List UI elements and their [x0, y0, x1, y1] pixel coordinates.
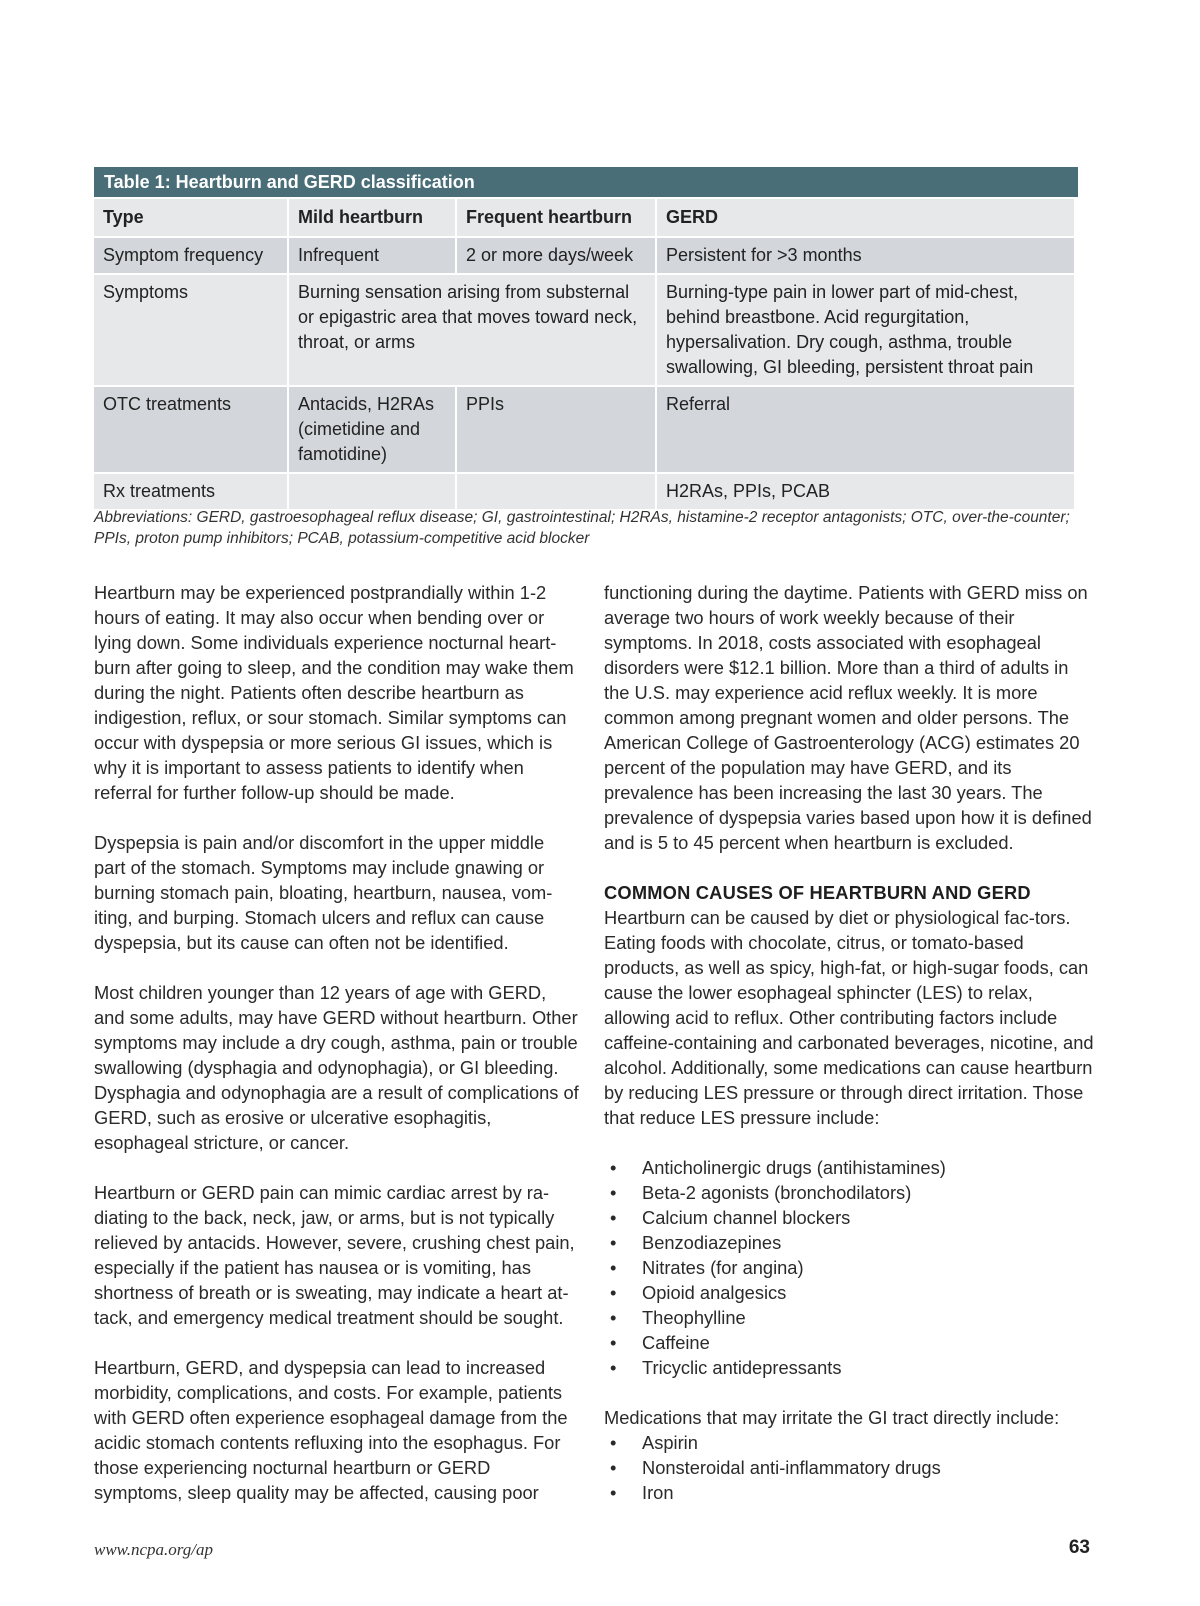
- table-cell: [289, 474, 455, 509]
- table-cell: 2 or more days/week: [457, 238, 655, 273]
- table-cell: Antacids, H2RAs (cimetidine and famotidine): [289, 387, 455, 472]
- bullet: •: [610, 1182, 617, 1203]
- bullet: •: [610, 1282, 617, 1303]
- paragraph: Dyspepsia is pain and/or discomfort in the upper middle part of the stomach. Symptoms may include gnawing or burning stomach pain, bloating, heartburn, nausea, vom-iting, and burping. Stomach ulcers and reflux can cause dyspepsia, but its cause can often not be identified.: [94, 832, 553, 953]
- list-item: • Calcium channel blockers: [610, 1207, 851, 1228]
- irritant-list: [604, 1430, 1094, 1505]
- table-cell: PPIs: [457, 387, 655, 472]
- table-cell: [457, 474, 655, 509]
- table-cell: Infrequent: [289, 238, 455, 273]
- bullet: •: [610, 1307, 617, 1328]
- table-header: Mild heartburn: [289, 199, 455, 236]
- list-item: • Caffeine: [610, 1332, 710, 1353]
- table-title: Table 1: Heartburn and GERD classification: [94, 167, 1078, 197]
- right-column: [604, 580, 1094, 1505]
- paragraph: Heartburn may be experienced postprandially within 1-2 hours of eating. It may also occur when bending over or lying down. Some individuals experience nocturnal heart-burn after going to sleep, and the condition may wake them during the night. Patients often describe heartburn as indigestion, reflux, or sour stomach. Similar symptoms can occur with dyspepsia or more serious GI issues, which is why it is important to assess patients to identify when referral for further follow-up should be made.: [94, 582, 574, 803]
- row-label: OTC treatments: [94, 387, 287, 472]
- bullet: •: [610, 1482, 617, 1503]
- paragraph: Heartburn, GERD, and dyspepsia can lead to increased morbidity, complications, and costs. For example, patients with GERD often experience esophageal damage from the acidic stomach contents refluxing into the esophagus. For those experiencing nocturnal heartburn or GERD symptoms, sleep quality may be affected, causing poor: [94, 1357, 568, 1503]
- table-row: [94, 474, 1074, 509]
- list-item: • Benzodiazepines: [610, 1232, 782, 1253]
- table-header: Type: [94, 199, 287, 236]
- paragraph: Heartburn or GERD pain can mimic cardiac arrest by ra-diating to the back, neck, jaw, or arms, but is not typically relieved by antacids. However, severe, crushing chest pain, especially if the patient has nausea or is vomiting, has shortness of breath or is sweating, may indicate a heart at-tack, and emergency medical treatment should be sought.: [94, 1182, 575, 1328]
- left-column: [94, 580, 580, 1530]
- row-label: Symptoms: [94, 275, 287, 385]
- table-cell: Burning-type pain in lower part of mid-chest, behind breastbone. Acid regurgitation, hypersalivation. Dry cough, asthma, trouble swallowing, GI bleeding, persistent throat pain: [657, 275, 1074, 385]
- classification-table: [94, 167, 1078, 511]
- paragraph: Most children younger than 12 years of age with GERD, and some adults, may have GERD without heartburn. Other symptoms may include a dry cough, asthma, pain or trouble swallowing (dysphagia and odynophagia), or GI bleeding. Dysphagia and odynophagia are a result of complications of GERD, such as erosive or ulcerative esophagitis, esophageal stricture, or cancer.: [94, 982, 579, 1153]
- list-item: • Nitrates (for angina): [610, 1257, 804, 1278]
- footer-url[interactable]: www.ncpa.org/ap: [94, 1540, 214, 1559]
- table-row: [94, 387, 1074, 472]
- table-header: Frequent heartburn: [457, 199, 655, 236]
- table-cell: Burning sensation arising from substernal or epigastric area that moves toward neck, throat, or arms: [289, 275, 655, 385]
- section-heading: COMMON CAUSES OF HEARTBURN AND GERD: [604, 882, 1031, 903]
- list-item: • Nonsteroidal anti-inflammatory drugs: [610, 1457, 941, 1478]
- list-item: • Beta-2 agonists (bronchodilators): [610, 1182, 912, 1203]
- bullet: •: [610, 1257, 617, 1278]
- table-cell: Referral: [657, 387, 1074, 472]
- abbreviations-note: Abbreviations: GERD, gastroesophageal reflux disease; GI, gastrointestinal; H2RAs, histamine-2 receptor antagonists; OTC, over-the-counter; PPIs, proton pump inhibitors; PCAB, potassium-competitive acid blocker: [94, 509, 1070, 547]
- table-header: GERD: [657, 199, 1074, 236]
- list-item: • Anticholinergic drugs (antihistamines): [610, 1157, 946, 1178]
- table-row: [94, 238, 1074, 273]
- row-label: Rx treatments: [94, 474, 287, 509]
- gerd-table: [92, 197, 1076, 511]
- list-item: • Opioid analgesics: [610, 1282, 787, 1303]
- bullet: •: [610, 1157, 617, 1178]
- paragraph: Heartburn can be caused by diet or physiological fac-tors. Eating foods with chocolate, citrus, or tomato-based products, as well as spicy, high-fat, or high-sugar foods, can cause the lower esophageal sphincter (LES) to relax, allowing acid to reflux. Other contributing factors include caffeine-containing and carbonated beverages, nicotine, and alcohol. Additionally, some medications can cause heartburn by reducing LES pressure or through direct irritation. Those that reduce LES pressure include:: [604, 907, 1094, 1128]
- list-item: • Iron: [610, 1482, 674, 1503]
- bullet: •: [610, 1332, 617, 1353]
- list-item: • Tricyclic antidepressants: [610, 1357, 842, 1378]
- row-label: Symptom frequency: [94, 238, 287, 273]
- list-item: • Theophylline: [610, 1307, 746, 1328]
- bullet: •: [610, 1457, 617, 1478]
- table-row: [94, 275, 1074, 385]
- bullet: •: [610, 1357, 617, 1378]
- bullet: •: [610, 1232, 617, 1253]
- irritants-intro: Medications that may irritate the GI tract directly include:: [604, 1407, 1060, 1428]
- table-header-row: [94, 199, 1074, 236]
- paragraph: functioning during the daytime. Patients with GERD miss on average two hours of work weekly because of their symptoms. In 2018, costs associated with esophageal disorders were $12.1 billion. More than a third of adults in the U.S. may experience acid reflux weekly. It is more common among pregnant women and older persons. The American College of Gastroenterology (ACG) estimates 20 percent of the population may have GERD, and its prevalence has been increasing the last 30 years. The prevalence of dyspepsia varies based upon how it is defined and is 5 to 45 percent when heartburn is excluded.: [604, 582, 1092, 853]
- bullet: •: [610, 1432, 617, 1453]
- bullet: •: [610, 1207, 617, 1228]
- table-cell: Persistent for >3 months: [657, 238, 1074, 273]
- page-number: 63: [1068, 1537, 1090, 1558]
- table-cell: H2RAs, PPIs, PCAB: [657, 474, 1074, 509]
- les-drug-list: [604, 1155, 1094, 1380]
- list-item: • Aspirin: [610, 1432, 698, 1453]
